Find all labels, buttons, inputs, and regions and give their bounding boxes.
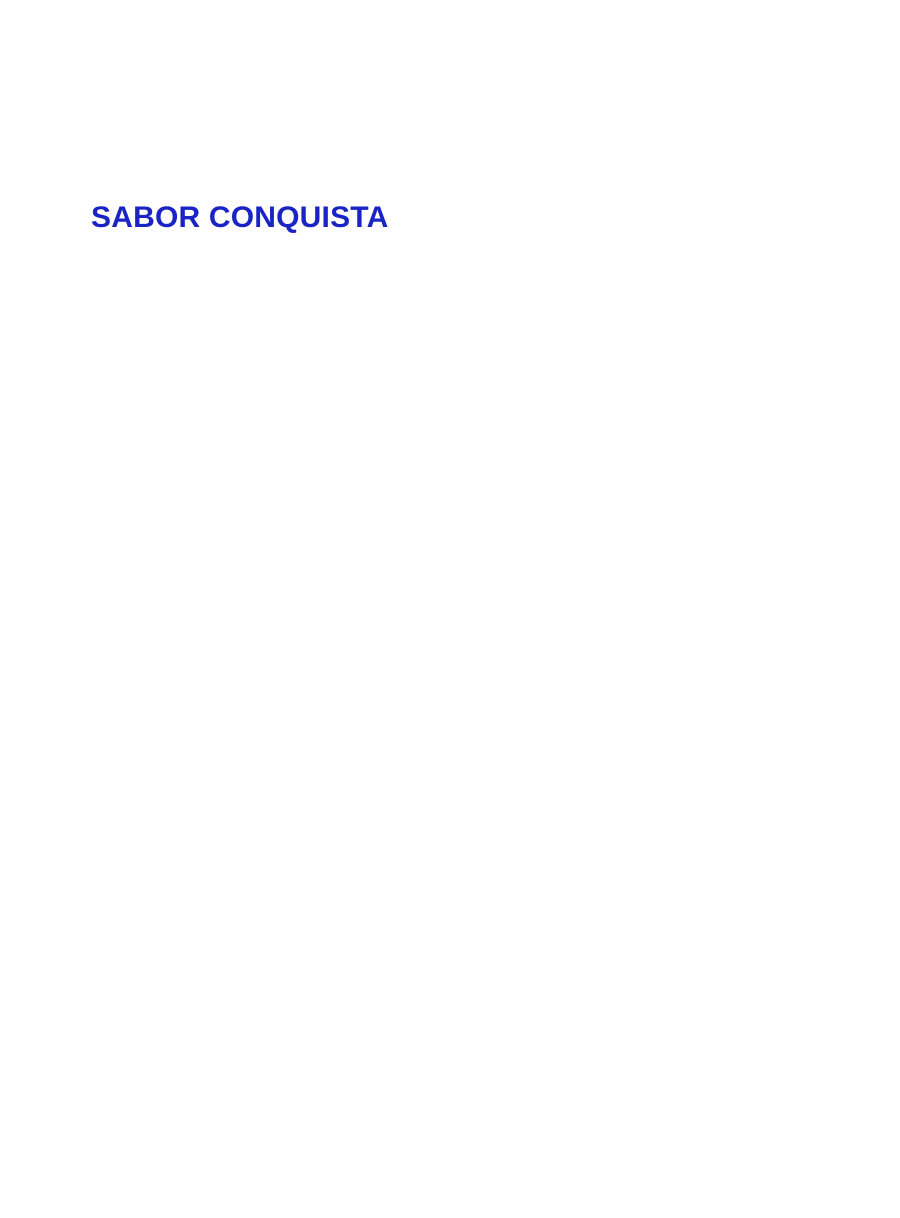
page-heading: SABOR CONQUISTA <box>91 201 389 234</box>
